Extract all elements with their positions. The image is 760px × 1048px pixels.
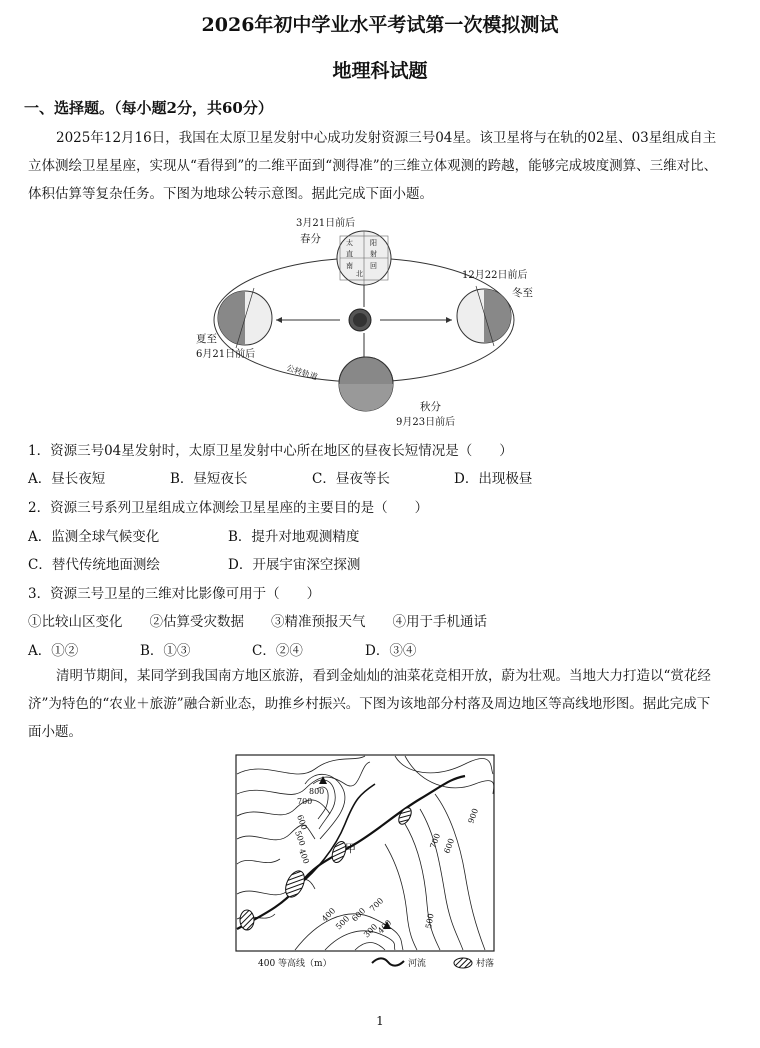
svg-text:南: 南 <box>346 262 353 270</box>
intro-passage-2: 清明节期间，某同学到我国南方地区旅游，看到金灿灿的油菜花竞相开放，蔚为壮观。当地大力打造以“赏花经济”为特色的“农业＋旅游”融合新业态，助推乡村振兴。下图为该地部分村落及周边地区等高线地形图。据此完成下面小题。 <box>28 668 711 740</box>
legend-contour: 400 等高线（m） <box>258 959 332 969</box>
svg-text:700: 700 <box>297 797 313 806</box>
summer-label: 夏至 <box>196 333 217 345</box>
section-heading: 一、选择题。（每小题2分，共60分） <box>24 99 273 117</box>
legend-river-icon <box>370 957 406 967</box>
autumn-label: 秋分 <box>420 401 441 413</box>
q1-option-b[interactable]: B．昼短夜长 <box>170 471 248 487</box>
svg-text:回: 回 <box>370 262 377 270</box>
q3-option-b[interactable]: B．①③ <box>140 643 191 659</box>
earth-spring <box>337 231 391 285</box>
q3-stem: 3．资源三号卫星的三维对比影像可用于（ ） <box>28 586 321 602</box>
summer-date: 6月21日前后 <box>196 349 256 360</box>
earth-summer <box>218 288 272 348</box>
earth-winter <box>457 286 511 346</box>
svg-text:500: 500 <box>293 829 307 848</box>
svg-text:900: 900 <box>466 807 481 825</box>
svg-text:直: 直 <box>346 250 353 258</box>
earth-revolution-figure <box>190 212 550 434</box>
svg-text:500: 500 <box>334 914 352 932</box>
legend-village: 村落 <box>476 959 495 969</box>
orbit-label: 公转轨道 <box>285 363 319 382</box>
subject-title: 地理科试题 <box>332 60 428 82</box>
svg-text:阳: 阳 <box>370 239 377 247</box>
q3-items: ①比较山区变化 ②估算受灾数据 ③精准预报天气 ④用于手机通话 <box>28 614 487 630</box>
exam-title: 2026年初中学业水平考试第一次模拟测试 <box>201 14 559 36</box>
svg-text:600: 600 <box>295 813 309 832</box>
svg-text:400: 400 <box>376 918 394 936</box>
svg-text:太: 太 <box>346 239 353 247</box>
intro-passage-1: 2025年12月16日，我国在太原卫星发射中心成功发射资源三号04星。该卫星将与在轨的02星、03星组成自主立体测绘卫星星座，实现从“看得到”的二维平面到“测得准”的三维立体观测的跨越，能够完成坡度测算、三维对比、体积估算等复杂任务。下图为地球公转示意图。据此完成下面小题。 <box>28 130 718 202</box>
svg-text:400: 400 <box>297 847 311 866</box>
q1-option-a[interactable]: A．昼长夜短 <box>28 471 106 487</box>
place-jia: 甲 <box>345 842 356 855</box>
svg-text:800: 800 <box>309 787 325 796</box>
svg-text:500: 500 <box>424 912 436 930</box>
spring-label: 春分 <box>300 233 321 245</box>
winter-date: 12月22日前后 <box>462 270 528 281</box>
winter-label: 冬至 <box>512 287 533 299</box>
q3-option-d[interactable]: D．③④ <box>365 643 417 659</box>
earth-autumn <box>339 357 393 411</box>
legend-river: 河流 <box>408 959 427 969</box>
q2-stem: 2．资源三号系列卫星组成立体测绘卫星星座的主要目的是（ ） <box>28 500 429 516</box>
q3-option-a[interactable]: A．①② <box>28 643 79 659</box>
q2-option-a[interactable]: A．监测全球气候变化 <box>28 529 160 545</box>
svg-text:射: 射 <box>370 250 377 258</box>
q2-option-d[interactable]: D．开展宇宙深空探测 <box>228 557 361 573</box>
q3-option-c[interactable]: C．②④ <box>252 643 303 659</box>
spring-date: 3月21日前后 <box>296 218 356 229</box>
contour-map-figure <box>235 754 495 954</box>
q2-option-c[interactable]: C．替代传统地面测绘 <box>28 557 160 573</box>
svg-text:600: 600 <box>350 906 368 924</box>
q2-option-b[interactable]: B．提升对地观测精度 <box>228 529 360 545</box>
q1-stem: 1．资源三号04星发射时，太原卫星发射中心所在地区的昼夜长短情况是（ ） <box>28 443 513 459</box>
svg-text:400: 400 <box>320 906 338 924</box>
legend-village-icon <box>452 957 474 969</box>
svg-text:600: 600 <box>442 837 457 855</box>
q1-option-d[interactable]: D．出现极昼 <box>454 471 533 487</box>
svg-text:300: 300 <box>362 922 380 940</box>
autumn-date: 9月23日前后 <box>396 417 456 428</box>
svg-text:700: 700 <box>428 832 443 850</box>
page-number: 1 <box>376 1014 384 1028</box>
q1-option-c[interactable]: C．昼夜等长 <box>312 471 390 487</box>
svg-text:700: 700 <box>368 896 386 914</box>
svg-text:北: 北 <box>356 270 363 278</box>
